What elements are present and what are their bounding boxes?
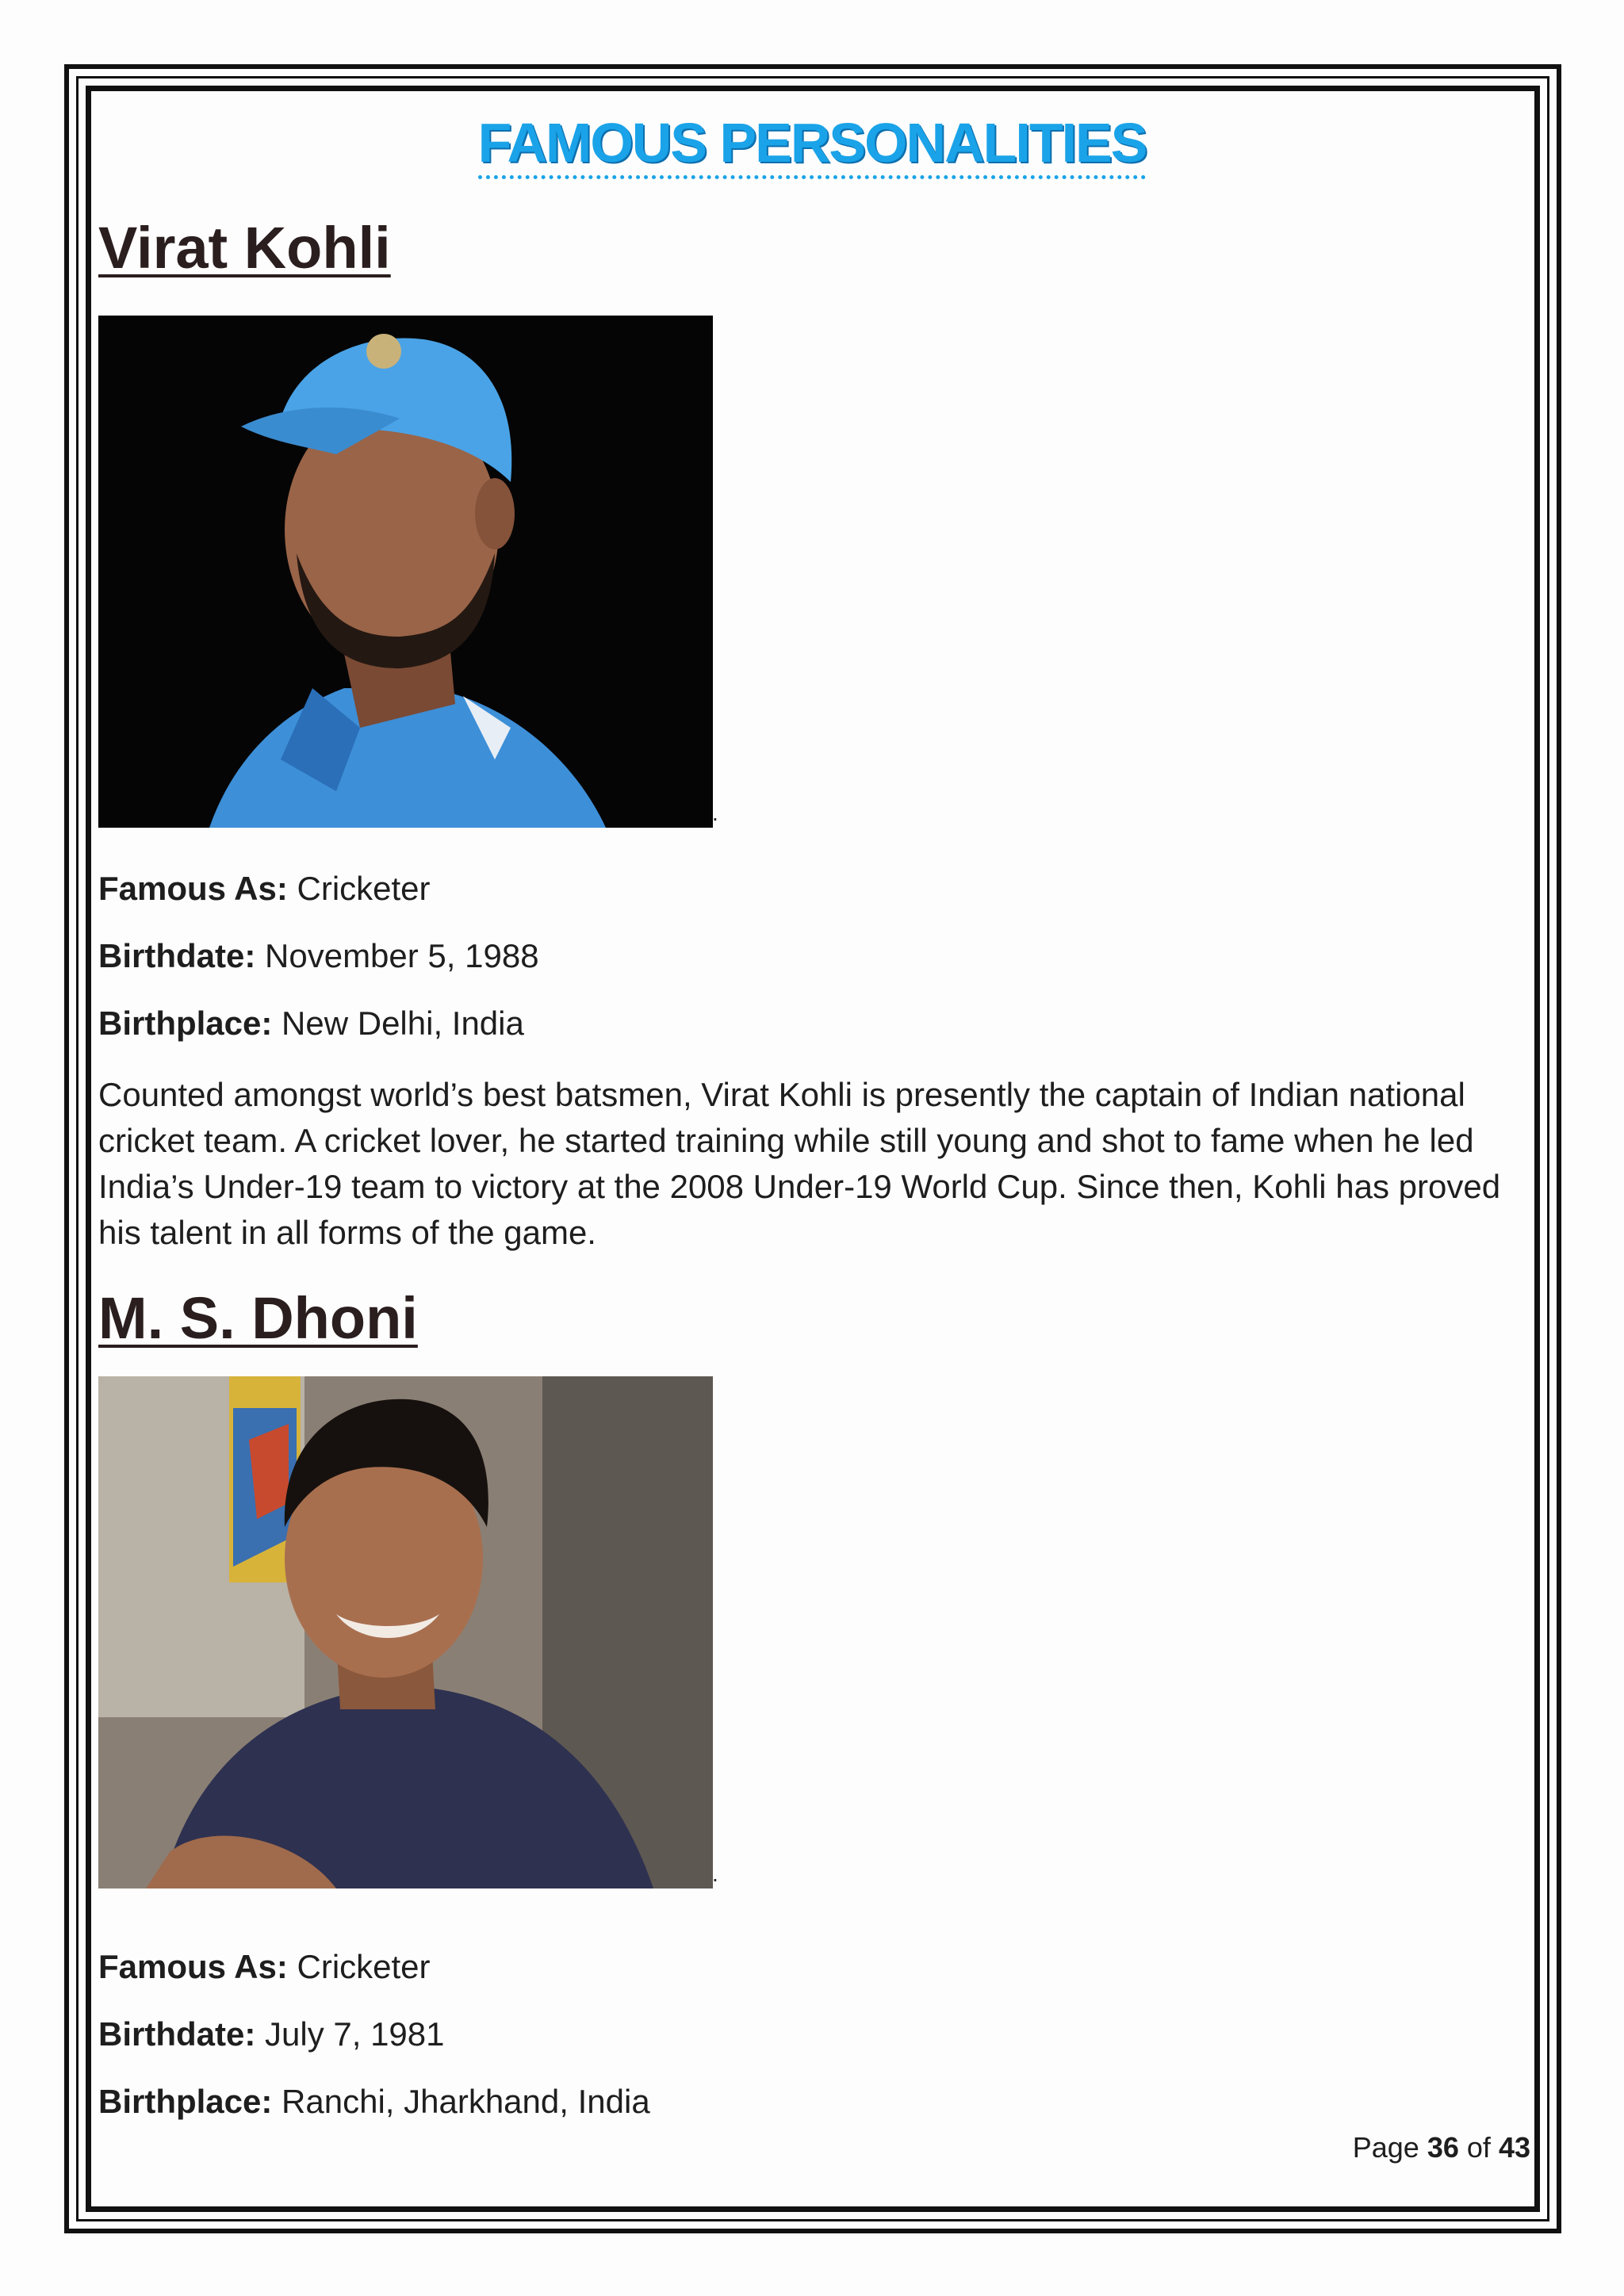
image-trailing-period: .	[712, 801, 718, 825]
person-name-virat-kohli: Virat Kohli	[98, 215, 391, 281]
fact-birthplace: Birthplace: Ranchi, Jharkhand, India	[98, 2083, 650, 2120]
ms-dhoni-photo	[98, 1376, 713, 1888]
fact-birthdate: Birthdate: July 7, 1981	[98, 2015, 445, 2053]
fact-famous-as: Famous As: Cricketer	[98, 870, 431, 907]
fact-birthplace: Birthplace: New Delhi, India	[98, 1004, 524, 1042]
page-title: FAMOUS PERSONALITIES	[0, 111, 1624, 174]
virat-kohli-bio: Counted amongst world’s best batsmen, Virat Kohli is presently the captain of Indian national cricket team. A cricket lover, he started training while still young and shot to fame when he led India’s Under-19 team to victory at the 2008 Under-19 World Cup. Since then, Kohli has proved his talent in all forms of the game.	[98, 1076, 1501, 1251]
image-trailing-period: .	[712, 1862, 718, 1886]
fact-famous-as: Famous As: Cricketer	[98, 1948, 431, 1985]
person-name-ms-dhoni: M. S. Dhoni	[98, 1285, 418, 1351]
page-number: Page 36 of 43	[1352, 2131, 1530, 2164]
fact-birthdate: Birthdate: November 5, 1988	[98, 937, 539, 974]
virat-kohli-photo	[98, 316, 713, 828]
